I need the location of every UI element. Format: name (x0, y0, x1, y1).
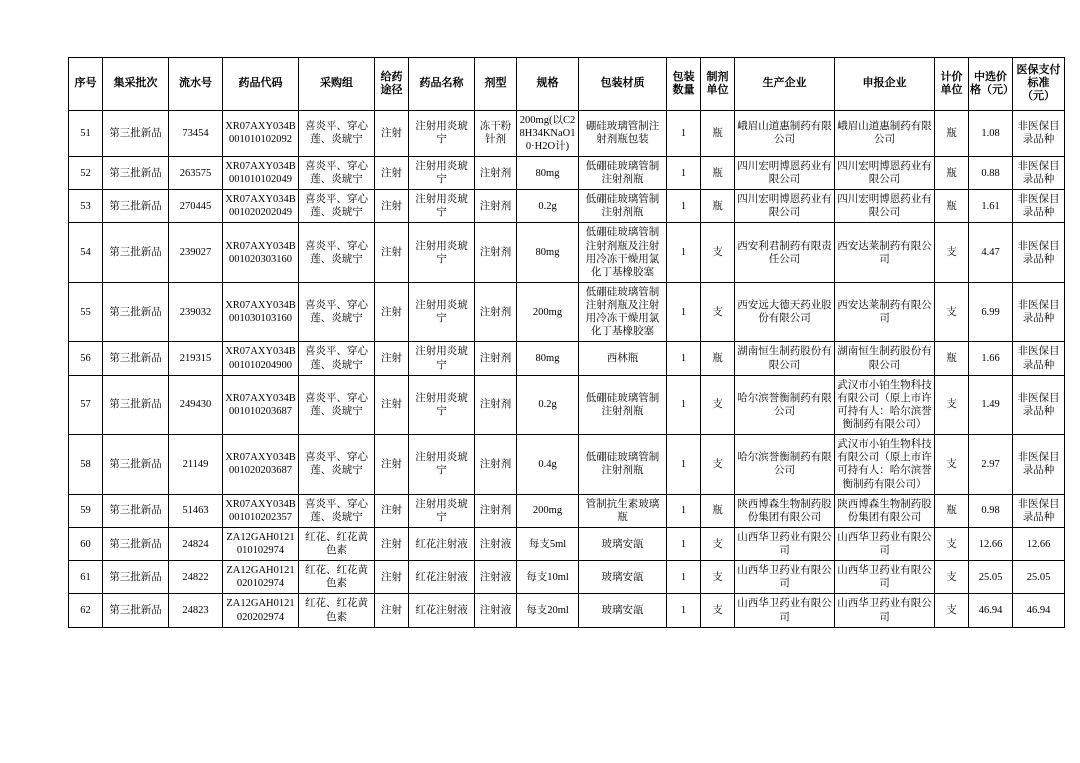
cell-group: 喜炎平、穿心莲、炎琥宁 (299, 110, 375, 156)
cell-code: ZA12GAH0121010102974 (223, 527, 299, 560)
cell-group: 红花、红花黄色素 (299, 594, 375, 627)
cell-batch: 第三批新品 (103, 594, 169, 627)
cell-prep-unit: 支 (701, 223, 735, 283)
cell-material: 低硼硅玻璃管制注射剂瓶及注射用冷冻干燥用氯化丁基橡胶塞 (579, 223, 667, 283)
cell-name: 注射用炎琥宁 (409, 190, 475, 223)
cell-seq: 60 (69, 527, 103, 560)
cell-form: 注射剂 (475, 342, 517, 375)
cell-seq: 62 (69, 594, 103, 627)
cell-form: 注射液 (475, 594, 517, 627)
cell-route: 注射 (375, 527, 409, 560)
cell-material: 管制抗生素玻璃瓶 (579, 494, 667, 527)
cell-price: 25.05 (969, 561, 1013, 594)
cell-name: 注射用炎琥宁 (409, 282, 475, 342)
table-header (69, 58, 1065, 111)
cell-price-unit: 瓶 (935, 110, 969, 156)
cell-manufacturer: 湖南恒生制药股份有限公司 (735, 342, 835, 375)
cell-serial: 239027 (169, 223, 223, 283)
cell-route: 注射 (375, 494, 409, 527)
cell-prep-unit: 瓶 (701, 190, 735, 223)
cell-insurance: 46.94 (1013, 594, 1065, 627)
cell-manufacturer: 哈尔滨誉衡制药有限公司 (735, 375, 835, 435)
table-row (69, 156, 1065, 189)
cell-pack-qty: 1 (667, 594, 701, 627)
cell-serial: 239032 (169, 282, 223, 342)
cell-price: 0.88 (969, 156, 1013, 189)
cell-code: XR07AXY034B001020203687 (223, 435, 299, 495)
cell-pack-qty: 1 (667, 435, 701, 495)
cell-spec: 80mg (517, 342, 579, 375)
cell-price-unit: 支 (935, 223, 969, 283)
cell-serial: 219315 (169, 342, 223, 375)
cell-form: 注射剂 (475, 282, 517, 342)
cell-manufacturer: 西安远大德天药业股份有限公司 (735, 282, 835, 342)
table-row (69, 594, 1065, 627)
cell-declarer: 西安达莱制药有限公司 (835, 223, 935, 283)
cell-price: 1.61 (969, 190, 1013, 223)
cell-seq: 55 (69, 282, 103, 342)
column-header-price-unit: 计价单位 (935, 58, 969, 111)
cell-serial: 73454 (169, 110, 223, 156)
cell-code: XR07AXY034B001030103160 (223, 282, 299, 342)
cell-serial: 24823 (169, 594, 223, 627)
cell-price-unit: 支 (935, 282, 969, 342)
column-header-form: 剂型 (475, 58, 517, 111)
cell-price-unit: 瓶 (935, 190, 969, 223)
cell-material: 低硼硅玻璃管制注射剂瓶 (579, 190, 667, 223)
cell-code: ZA12GAH0121020202974 (223, 594, 299, 627)
cell-code: XR07AXY034B001010202357 (223, 494, 299, 527)
cell-route: 注射 (375, 282, 409, 342)
cell-batch: 第三批新品 (103, 156, 169, 189)
cell-form: 注射液 (475, 527, 517, 560)
cell-spec: 200mg (517, 282, 579, 342)
cell-manufacturer: 山西华卫药业有限公司 (735, 594, 835, 627)
cell-batch: 第三批新品 (103, 435, 169, 495)
cell-declarer: 四川宏明博恩药业有限公司 (835, 190, 935, 223)
cell-pack-qty: 1 (667, 494, 701, 527)
drug-list-table (68, 57, 1065, 628)
cell-insurance: 非医保目录品种 (1013, 282, 1065, 342)
cell-prep-unit: 支 (701, 594, 735, 627)
cell-spec: 0.4g (517, 435, 579, 495)
cell-insurance: 非医保目录品种 (1013, 156, 1065, 189)
cell-prep-unit: 瓶 (701, 110, 735, 156)
table-row (69, 527, 1065, 560)
cell-prep-unit: 支 (701, 561, 735, 594)
cell-form: 冻干粉针剂 (475, 110, 517, 156)
table-header-row (69, 58, 1065, 111)
cell-material: 玻璃安瓿 (579, 527, 667, 560)
cell-code: XR07AXY034B001010203687 (223, 375, 299, 435)
cell-prep-unit: 瓶 (701, 342, 735, 375)
cell-price-unit: 支 (935, 375, 969, 435)
cell-declarer: 四川宏明博恩药业有限公司 (835, 156, 935, 189)
cell-code: ZA12GAH0121020102974 (223, 561, 299, 594)
cell-seq: 52 (69, 156, 103, 189)
cell-insurance: 非医保目录品种 (1013, 435, 1065, 495)
cell-route: 注射 (375, 342, 409, 375)
cell-pack-qty: 1 (667, 156, 701, 189)
cell-route: 注射 (375, 435, 409, 495)
cell-name: 红花注射液 (409, 527, 475, 560)
cell-group: 红花、红花黄色素 (299, 527, 375, 560)
cell-spec: 200mg (517, 494, 579, 527)
cell-price-unit: 支 (935, 561, 969, 594)
cell-prep-unit: 瓶 (701, 156, 735, 189)
column-header-name: 药品名称 (409, 58, 475, 111)
column-header-route: 给药途径 (375, 58, 409, 111)
cell-form: 注射剂 (475, 223, 517, 283)
cell-seq: 54 (69, 223, 103, 283)
column-header-manufacturer: 生产企业 (735, 58, 835, 111)
cell-name: 注射用炎琥宁 (409, 110, 475, 156)
cell-name: 注射用炎琥宁 (409, 435, 475, 495)
cell-material: 玻璃安瓿 (579, 561, 667, 594)
column-header-pack-qty: 包装数量 (667, 58, 701, 111)
cell-declarer: 武汉市小铂生物科技有限公司（原上市许可持有人：哈尔滨誉衡制药有限公司） (835, 435, 935, 495)
cell-insurance: 非医保目录品种 (1013, 342, 1065, 375)
cell-seq: 59 (69, 494, 103, 527)
table-row (69, 223, 1065, 283)
cell-pack-qty: 1 (667, 342, 701, 375)
cell-spec: 80mg (517, 223, 579, 283)
cell-form: 注射剂 (475, 375, 517, 435)
cell-prep-unit: 支 (701, 375, 735, 435)
column-header-material: 包装材质 (579, 58, 667, 111)
cell-pack-qty: 1 (667, 527, 701, 560)
cell-spec: 80mg (517, 156, 579, 189)
cell-group: 喜炎平、穿心莲、炎琥宁 (299, 342, 375, 375)
cell-declarer: 湖南恒生制药股份有限公司 (835, 342, 935, 375)
cell-seq: 56 (69, 342, 103, 375)
table-row (69, 435, 1065, 495)
cell-pack-qty: 1 (667, 375, 701, 435)
cell-pack-qty: 1 (667, 223, 701, 283)
cell-serial: 263575 (169, 156, 223, 189)
cell-group: 喜炎平、穿心莲、炎琥宁 (299, 435, 375, 495)
column-header-spec: 规格 (517, 58, 579, 111)
column-header-price: 中选价格（元） (969, 58, 1013, 111)
cell-price-unit: 支 (935, 527, 969, 560)
cell-batch: 第三批新品 (103, 527, 169, 560)
cell-prep-unit: 瓶 (701, 494, 735, 527)
cell-insurance: 12.66 (1013, 527, 1065, 560)
cell-route: 注射 (375, 156, 409, 189)
cell-batch: 第三批新品 (103, 282, 169, 342)
cell-material: 玻璃安瓿 (579, 594, 667, 627)
table-row (69, 110, 1065, 156)
cell-form: 注射剂 (475, 494, 517, 527)
table-row (69, 342, 1065, 375)
cell-batch: 第三批新品 (103, 110, 169, 156)
cell-name: 红花注射液 (409, 561, 475, 594)
cell-seq: 51 (69, 110, 103, 156)
cell-pack-qty: 1 (667, 190, 701, 223)
cell-group: 喜炎平、穿心莲、炎琥宁 (299, 282, 375, 342)
cell-declarer: 峨眉山道惠制药有限公司 (835, 110, 935, 156)
drug-list-table-container (68, 57, 1061, 628)
table-row (69, 561, 1065, 594)
cell-price-unit: 瓶 (935, 342, 969, 375)
cell-serial: 249430 (169, 375, 223, 435)
column-header-code: 药品代码 (223, 58, 299, 111)
table-body (69, 110, 1065, 627)
cell-code: XR07AXY034B001020202049 (223, 190, 299, 223)
cell-price: 2.97 (969, 435, 1013, 495)
cell-serial: 24824 (169, 527, 223, 560)
cell-manufacturer: 四川宏明博恩药业有限公司 (735, 190, 835, 223)
cell-name: 注射用炎琥宁 (409, 342, 475, 375)
cell-serial: 51463 (169, 494, 223, 527)
cell-price: 6.99 (969, 282, 1013, 342)
cell-form: 注射液 (475, 561, 517, 594)
cell-route: 注射 (375, 110, 409, 156)
cell-material: 低硼硅玻璃管制注射剂瓶 (579, 156, 667, 189)
cell-manufacturer: 哈尔滨誉衡制药有限公司 (735, 435, 835, 495)
cell-declarer: 武汉市小铂生物科技有限公司（原上市许可持有人：哈尔滨誉衡制药有限公司） (835, 375, 935, 435)
cell-prep-unit: 支 (701, 435, 735, 495)
column-header-batch: 集采批次 (103, 58, 169, 111)
cell-spec: 0.2g (517, 190, 579, 223)
cell-declarer: 山西华卫药业有限公司 (835, 527, 935, 560)
cell-manufacturer: 西安利君制药有限责任公司 (735, 223, 835, 283)
cell-seq: 57 (69, 375, 103, 435)
cell-manufacturer: 峨眉山道惠制药有限公司 (735, 110, 835, 156)
cell-price: 0.98 (969, 494, 1013, 527)
cell-route: 注射 (375, 190, 409, 223)
cell-seq: 53 (69, 190, 103, 223)
column-header-serial: 流水号 (169, 58, 223, 111)
cell-code: XR07AXY034B001020303160 (223, 223, 299, 283)
cell-material: 西林瓶 (579, 342, 667, 375)
cell-name: 注射用炎琥宁 (409, 375, 475, 435)
cell-pack-qty: 1 (667, 282, 701, 342)
cell-manufacturer: 山西华卫药业有限公司 (735, 561, 835, 594)
column-header-insurance: 医保支付标准（元） (1013, 58, 1065, 111)
cell-batch: 第三批新品 (103, 342, 169, 375)
cell-route: 注射 (375, 375, 409, 435)
cell-name: 注射用炎琥宁 (409, 156, 475, 189)
cell-group: 红花、红花黄色素 (299, 561, 375, 594)
cell-spec: 每支10ml (517, 561, 579, 594)
cell-declarer: 西安达莱制药有限公司 (835, 282, 935, 342)
cell-declarer: 陕西博森生物制药股份集团有限公司 (835, 494, 935, 527)
cell-insurance: 非医保目录品种 (1013, 110, 1065, 156)
cell-price: 46.94 (969, 594, 1013, 627)
cell-route: 注射 (375, 594, 409, 627)
cell-batch: 第三批新品 (103, 375, 169, 435)
cell-form: 注射剂 (475, 190, 517, 223)
cell-batch: 第三批新品 (103, 561, 169, 594)
cell-price: 12.66 (969, 527, 1013, 560)
cell-price: 1.66 (969, 342, 1013, 375)
cell-batch: 第三批新品 (103, 494, 169, 527)
column-header-seq: 序号 (69, 58, 103, 111)
cell-spec: 每支20ml (517, 594, 579, 627)
cell-code: XR07AXY034B001010102049 (223, 156, 299, 189)
cell-prep-unit: 支 (701, 527, 735, 560)
cell-name: 注射用炎琥宁 (409, 223, 475, 283)
cell-batch: 第三批新品 (103, 223, 169, 283)
cell-insurance: 非医保目录品种 (1013, 223, 1065, 283)
cell-code: XR07AXY034B001010102092 (223, 110, 299, 156)
cell-serial: 270445 (169, 190, 223, 223)
column-header-declarer: 申报企业 (835, 58, 935, 111)
cell-pack-qty: 1 (667, 110, 701, 156)
table-row (69, 282, 1065, 342)
cell-group: 喜炎平、穿心莲、炎琥宁 (299, 494, 375, 527)
cell-batch: 第三批新品 (103, 190, 169, 223)
cell-price-unit: 瓶 (935, 494, 969, 527)
cell-serial: 21149 (169, 435, 223, 495)
table-row (69, 375, 1065, 435)
cell-insurance: 非医保目录品种 (1013, 494, 1065, 527)
cell-form: 注射剂 (475, 435, 517, 495)
cell-name: 注射用炎琥宁 (409, 494, 475, 527)
cell-pack-qty: 1 (667, 561, 701, 594)
cell-price-unit: 支 (935, 435, 969, 495)
cell-route: 注射 (375, 561, 409, 594)
column-header-prep-unit: 制剂单位 (701, 58, 735, 111)
cell-group: 喜炎平、穿心莲、炎琥宁 (299, 156, 375, 189)
cell-code: XR07AXY034B001010204900 (223, 342, 299, 375)
cell-price-unit: 瓶 (935, 156, 969, 189)
cell-price-unit: 支 (935, 594, 969, 627)
cell-insurance: 25.05 (1013, 561, 1065, 594)
cell-price: 1.08 (969, 110, 1013, 156)
cell-material: 低硼硅玻璃管制注射剂瓶及注射用冷冻干燥用氯化丁基橡胶塞 (579, 282, 667, 342)
cell-material: 低硼硅玻璃管制注射剂瓶 (579, 375, 667, 435)
cell-price: 4.47 (969, 223, 1013, 283)
cell-manufacturer: 山西华卫药业有限公司 (735, 527, 835, 560)
table-row (69, 494, 1065, 527)
cell-price: 1.49 (969, 375, 1013, 435)
column-header-group: 采购组 (299, 58, 375, 111)
cell-route: 注射 (375, 223, 409, 283)
cell-insurance: 非医保目录品种 (1013, 375, 1065, 435)
cell-material: 低硼硅玻璃管制注射剂瓶 (579, 435, 667, 495)
cell-seq: 61 (69, 561, 103, 594)
cell-group: 喜炎平、穿心莲、炎琥宁 (299, 223, 375, 283)
cell-serial: 24822 (169, 561, 223, 594)
cell-spec: 每支5ml (517, 527, 579, 560)
cell-form: 注射剂 (475, 156, 517, 189)
cell-declarer: 山西华卫药业有限公司 (835, 594, 935, 627)
cell-declarer: 山西华卫药业有限公司 (835, 561, 935, 594)
cell-insurance: 非医保目录品种 (1013, 190, 1065, 223)
cell-prep-unit: 支 (701, 282, 735, 342)
cell-spec: 0.2g (517, 375, 579, 435)
cell-material: 硼硅玻璃管制注射剂瓶包装 (579, 110, 667, 156)
cell-spec: 200mg(以C28H34KNaO10·H2O计) (517, 110, 579, 156)
cell-seq: 58 (69, 435, 103, 495)
cell-name: 红花注射液 (409, 594, 475, 627)
cell-manufacturer: 陕西博森生物制药股份集团有限公司 (735, 494, 835, 527)
cell-group: 喜炎平、穿心莲、炎琥宁 (299, 375, 375, 435)
table-row (69, 190, 1065, 223)
cell-manufacturer: 四川宏明博恩药业有限公司 (735, 156, 835, 189)
cell-group: 喜炎平、穿心莲、炎琥宁 (299, 190, 375, 223)
